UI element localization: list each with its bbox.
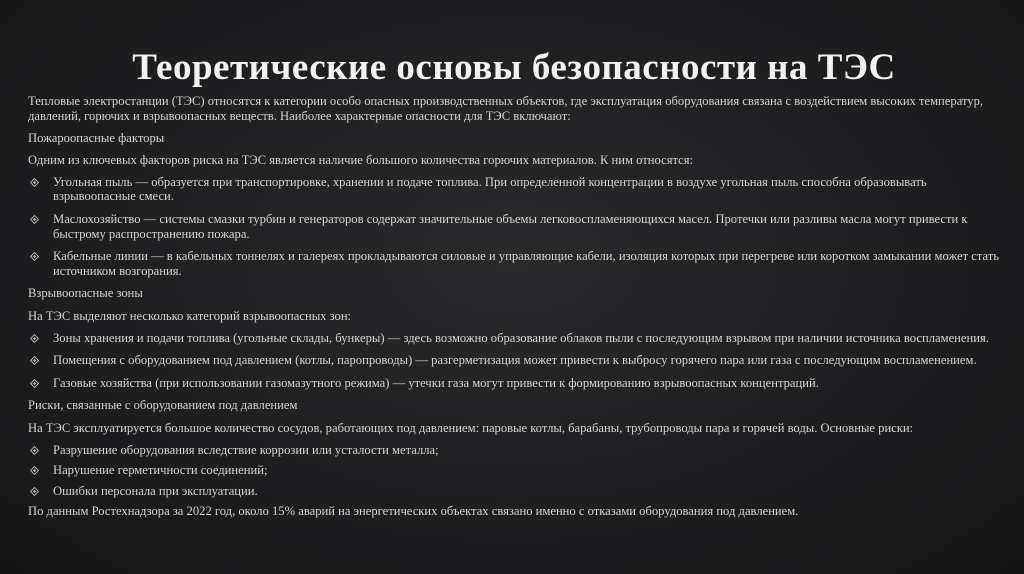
list-item bbox=[28, 331, 1000, 346]
list-item-text: Маслохозяйство — системы смазки турбин и генераторов содержат значительные объемы легковоспламеняющихся масел. Протечки или разливы масла могут привести к быстрому распространению пожара. bbox=[53, 212, 968, 241]
list-item bbox=[28, 249, 1000, 278]
list-item bbox=[28, 443, 1000, 458]
section-heading-explosion: Взрывоопасные зоны bbox=[28, 286, 143, 301]
slide-content bbox=[28, 94, 1000, 519]
bullet-list-fire bbox=[28, 175, 1000, 279]
list-item bbox=[28, 463, 1000, 478]
section-lead-fire: Одним из ключевых факторов риска на ТЭС является наличие большого количества горючих материалов. К ним относятся: bbox=[28, 152, 694, 167]
list-item-text: Ошибки персонала при эксплуатации. bbox=[53, 483, 258, 498]
diamond-bullet-icon bbox=[30, 379, 39, 388]
diamond-bullet-icon bbox=[30, 466, 39, 475]
diamond-bullet-icon bbox=[30, 446, 39, 455]
list-item-text: Нарушение герметичности соединений; bbox=[53, 463, 268, 478]
diamond-bullet-icon bbox=[30, 178, 39, 187]
list-item bbox=[28, 376, 1000, 391]
diamond-bullet-icon bbox=[30, 356, 39, 365]
list-item-text: Зоны хранения и подачи топлива (угольные склады, бункеры) — здесь возможно образование облаков пыли с последующим взрывом при наличии источника воспламенения. bbox=[53, 330, 989, 345]
diamond-bullet-icon bbox=[30, 334, 39, 343]
slide-title: Теоретические основы безопасности на ТЭС bbox=[132, 47, 896, 88]
list-item bbox=[28, 212, 1000, 241]
list-item-text: Помещения с оборудованием под давлением (котлы, паропроводы) — разгерметизация может привести к выбросу горячего пара или газа с последующим воспламенением. bbox=[53, 353, 977, 368]
section-lead-explosion: На ТЭС выделяют несколько категорий взрывоопасных зон: bbox=[28, 308, 352, 323]
bullet-list-explosion bbox=[28, 331, 1000, 391]
list-item-text: Угольная пыль — образуется при транспортировке, хранении и подаче топлива. При определенной концентрации в воздухе угольная пыль способна образовывать взрывоопасные смеси. bbox=[53, 174, 927, 204]
section-lead-pressure: На ТЭС эксплуатируется большое количество сосудов, работающих под давлением: паровые котлы, барабаны, трубопроводы пара и горячей воды. Основные риски: bbox=[28, 420, 914, 435]
diamond-bullet-icon bbox=[30, 487, 39, 496]
diamond-bullet-icon bbox=[30, 215, 39, 224]
list-item bbox=[28, 484, 1000, 499]
list-item-text: Газовые хозяйства (при использовании газомазутного режима) — утечки газа могут привести к формированию взрывоопасных концентраций. bbox=[53, 375, 819, 390]
section-heading-fire: Пожароопасные факторы bbox=[28, 130, 165, 145]
list-item bbox=[28, 353, 1000, 368]
intro-paragraph: Тепловые электростанции (ТЭС) относятся к категории особо опасных производственных объектов, где эксплуатация оборудования связана с воздействием высоких температур, давлений, горючих и взрывоопасных веществ. Наиболее характерные опасности для ТЭС включают: bbox=[28, 94, 984, 123]
list-item-text: Кабельные линии — в кабельных тоннелях и галереях прокладываются силовые и управляющие кабели, изоляция которых при перегреве или коротком замыкании может стать источником возгорания. bbox=[53, 249, 999, 278]
list-item bbox=[28, 175, 1000, 204]
section-heading-pressure: Риски, связанные с оборудованием под давлением bbox=[28, 398, 298, 413]
closing-paragraph: По данным Ростехнадзора за 2022 год, около 15% аварий на энергетических объектах связано именно с отказами оборудования под давлением. bbox=[28, 504, 799, 519]
bullet-list-pressure bbox=[28, 443, 1000, 499]
list-item-text: Разрушение оборудования вследствие коррозии или усталости металла; bbox=[53, 442, 439, 457]
diamond-bullet-icon bbox=[30, 252, 39, 261]
